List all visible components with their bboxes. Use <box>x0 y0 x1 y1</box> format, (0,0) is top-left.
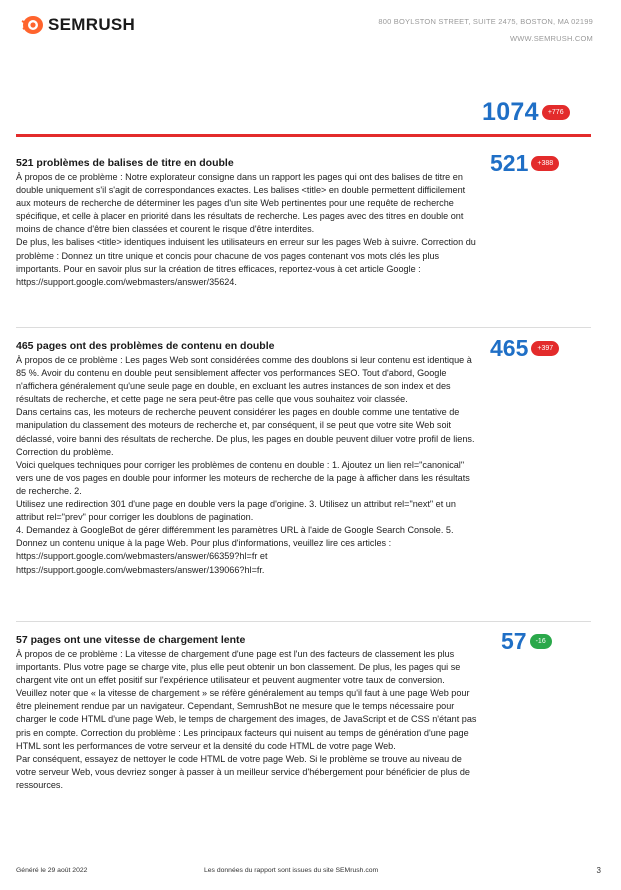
issue-paragraph: Utilisez une redirection 301 d'une page en double vers la page d'origine. 3. Utilisez un attribut rel="next" et un attribut rel="prev" pour corriger les doublons de pagination. <box>16 499 456 523</box>
header-rule <box>16 134 591 137</box>
semrush-flame-icon <box>20 15 44 35</box>
address-website: WWW.SEMRUSH.COM <box>510 34 593 43</box>
issue-paragraph: De plus, les balises <title> identiques induisent les utilisateurs en erreur sur les pages Web à suivre. Correction du problème : Donnez un titre unique et concis pour chacune de vos pages contenant vos mots clés les plus importants. Pour en savoir plus sur la création de titres efficaces, reportez-vous à cet article Google : https://support.google.com/webmasters/answer/35624. <box>16 237 476 287</box>
generated-date: Généré le 29 août 2022 <box>16 867 88 874</box>
issue-count: 465 <box>490 335 529 361</box>
semrush-logo <box>20 15 135 35</box>
total-issues <box>482 98 570 127</box>
issue-title: 57 pages ont une vitesse de chargement lente <box>16 634 246 646</box>
issue-delta-badge: +388 <box>531 156 559 171</box>
issue-paragraph: Dans certains cas, les moteurs de recherche peuvent considérer les pages en double comme une tentative de manipulation du classement des moteurs de recherche et, par conséquent, il se peut que votre site Web soit déclassé, voire banni des résultats de recherche. De plus, les pages en double peuvent diluer votre profil de liens. Correction du problème. <box>16 407 475 457</box>
issue-description <box>16 171 478 289</box>
page-header <box>0 0 621 60</box>
section-divider <box>16 621 591 622</box>
issue-metric-slow-pages <box>501 628 552 655</box>
issue-delta-badge: -16 <box>530 634 552 649</box>
page-number: 3 <box>596 866 601 875</box>
issue-paragraph: Veuillez noter que « la vitesse de chargement » se réfère généralement au temps qu'il faut à une page Web pour être pleinement rendue par un navigateur. Cependant, SemrushBot ne mesure que le temps nécessaire pour charger le code HTML d'une page Web, le temps de chargement des images, de JavaScript et de CSS n'étant pas pris en compte. Correction du problème : Les principaux facteurs qui nuisent au temps de génération d'une page HTML sont les performances de votre serveur et la densité du code HTML de votre page Web. <box>16 688 477 751</box>
page-footer <box>0 864 621 880</box>
issue-section-slow-pages <box>16 633 591 792</box>
issue-paragraph: Par conséquent, essayez de nettoyer le code HTML de votre page Web. Si le problème se trouve au niveau de votre serveur Web, vous devriez songer à passer à un meilleur service d'hébergement pour bénéficier de plus de ressources. <box>16 753 470 790</box>
issue-paragraph: À propos de ce problème : La vitesse de chargement d'une page est l'un des facteurs de classement les plus importants. Plus votre page se charge vite, plus elle peut obtenir un bon classement. De plus, les pages qui se chargent vite ont un effet positif sur l'expérience utilisateur et peuvent augmenter votre taux de conversion. <box>16 649 461 686</box>
issue-paragraph: 4. Demandez à GoogleBot de gérer différemment les paramètres URL à l'aide de Google Search Console. 5. <box>16 525 454 536</box>
section-divider <box>16 327 591 328</box>
company-address <box>378 13 593 47</box>
issue-metric-duplicate-titles <box>490 150 559 177</box>
total-issues-value: 1074 <box>482 98 539 126</box>
issue-description <box>16 354 478 577</box>
issue-count: 57 <box>501 628 527 654</box>
issue-paragraph: À propos de ce problème : Notre explorateur consigne dans un rapport les pages qui ont des balises de titre en double uniquement s'il s'agit de correspondances exactes. Les balises <title> en double permettent difficilement aux moteurs de recherche de déterminer les pages d'un site Web pertinentes pour une requête de recherche spécifique, et celle à placer en priorité dans les résultats de recherche. Les pages avec des titres en double ont moins de chance d'être bien classées et courent le risque d'être interdites. <box>16 172 466 235</box>
issue-title: 465 pages ont des problèmes de contenu en double <box>16 340 275 352</box>
issue-paragraph: Voici quelques techniques pour corriger les problèmes de contenu en double : 1. Ajoutez un lien rel="canonical" vers une de vos pages en double pour informer les moteurs de recherche de la page à afficher dans les résultats de recherche. 2. <box>16 459 470 496</box>
address-street: 800 BOYLSTON STREET, SUITE 2475, BOSTON, MA 02199 <box>378 17 593 26</box>
data-source: Les données du rapport sont issues du site SEMrush.com <box>204 867 379 874</box>
issue-metric-duplicate-content <box>490 335 559 362</box>
issue-description <box>16 648 478 792</box>
issue-paragraph: À propos de ce problème : Les pages Web sont considérées comme des doublons si leur contenu est identique à 85 %. Avoir du contenu en double peut sensiblement affecter vos performances SEO. Tout d'abord, Google n'affichera généralement qu'une seule page en double, en excluant les autres instances de son index et des résultats de recherche, et cette page ne sera peut-être pas celle que vous souhaitez voir classée. <box>16 355 472 405</box>
issue-count: 521 <box>490 150 529 176</box>
logo-text: SEMRUSH <box>48 15 136 34</box>
issue-section-duplicate-content <box>16 339 591 577</box>
issue-paragraph: Donnez un contenu unique à la page Web. Pour plus d'informations, veuillez lire ces articles : https://support.google.com/webmasters/answer/66359?hl=fr et https://support.google.com/webmasters/answer/139066?hl=fr. <box>16 538 392 575</box>
issue-delta-badge: +397 <box>531 341 559 356</box>
issue-title: 521 problèmes de balises de titre en double <box>16 157 234 169</box>
total-issues-delta-badge: +776 <box>542 105 570 120</box>
